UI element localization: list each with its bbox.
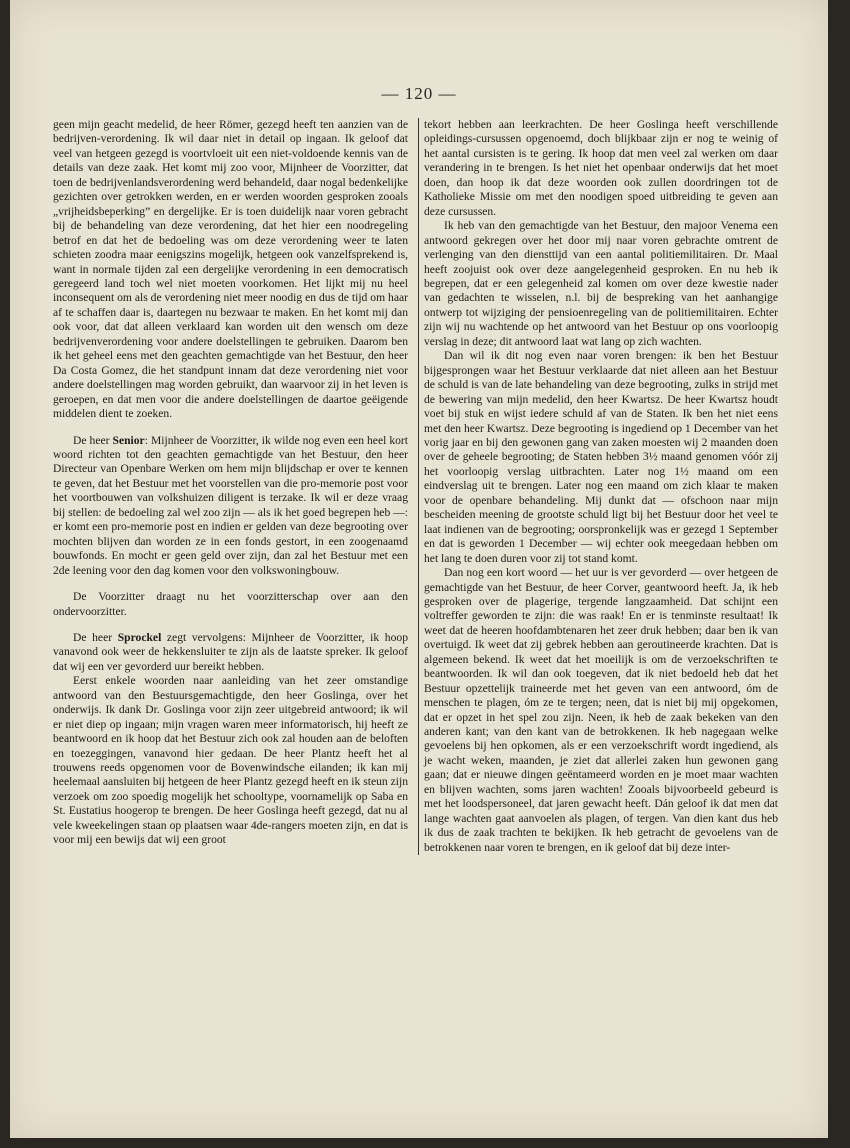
- speaker-prefix: De heer: [73, 630, 118, 644]
- left-column: [53, 118, 408, 848]
- speaker-prefix: De heer: [73, 433, 113, 447]
- paragraph: [53, 631, 408, 674]
- paragraph: Dan nog een kort woord — het uur is ver gevorderd — over hetgeen de gemachtigde van het Bestuur, de heer Corver, geantwoord heeft. Ja, ik heb gesproken over de plagerige, tergende langzaamheid. Dat schijnt een voltreffer geworden te zijn: die was raak! En er is tenminste resultaat! Ik weet dat de heeren hoofdambtenaren het zeer druk hebben; daar ben ik van overtuigd. Ik weet dat zij gebrek hebben aan geroutineerde krachten. Dat is algemeen bekend. Ik weet dat het moeilijk is om de verzoekschriften te beantwoorden. Ik wil dan ook toegeven, dat ik niet bedoeld heb dat het Bestuur opzettelijk traineerde met het geven van een antwoord, óm de menschen te plagen, óm ze te tergen; neen, dat is niet bij mij opgekomen, dat er opzet in het spel zou zijn. Neen, ik heb de zaak bekeken van den anderen kant; van den kant van de betrokkenen. Ik heb nagegaan welke gevoelens bij hen opkomen, als er een verzoekschrift wordt ingediend, als je wacht weken, maanden, je ziet dat allerlei zaken hun gewonen gang gaan; dat er nieuwe dingen geëntameerd worden en je moet maar wachten en blijven wachten, soms jaren wachten! Zooals bijvoorbeeld gebeurd is met het loodspersoneel, dat jaren gewacht heeft. Dán geloof ik dat men dat lange wachten gaat aanvoelen als plagen, of tergen. Van dien kant dus heb ik dus de zaak trachten te bekijken. Ik heb getracht de gevoelens van de betrokkenen naar voren te brengen, en ik geloof dat bij deze inter-: [424, 566, 778, 854]
- paragraph: Dan wil ik dit nog even naar voren brengen: ik ben het Bestuur bijgesprongen waar het Bestuur verklaarde dat niet alleen aan het Bestuur de schuld is van de late behandeling van deze begrooting, zulks in strijd met de bewering van mijn medelid, den heer Kwartsz. De heer Kwartsz houdt voet bij stuk en wijst iedere schuld af van de Staten. Ik ben het niet eens met den heer Kwartsz. Deze begrooting is ingediend op 1 December van het vorig jaar en bij den gewonen gang van zaken moesten wij 2 maanden doen over de geheele begrooting; de Staten hebben 3½ maand genomen vóór zij het voorloopig verslag uitbrachten. Later nog 1½ maand om een eindverslag uit te brengen. Later nog een maand om zich klaar te maken voor de openbare behandeling. Mij dunkt dat — ofschoon naar mijn bescheiden meening de grootste schuld ligt bij het Bestuur door het veel te laat indienen van de begrooting; oorspronkelijk was er gezegd 1 September en dat is geworden 1 December — wij echter ook meegedaan hebben om het lang te doen duren voor zij tot stand komt.: [424, 349, 778, 565]
- paragraph: tekort hebben aan leerkrachten. De heer Goslinga heeft verschillende opleidings-cursussen opgenoemd, doch blijkbaar zijn er nog te weinig of het aantal cursisten is te gering. Ik hoop dat men veel zal werken om daar verandering in te brengen. Is het niet het openbaar onderwijs dat het moet doen, dan hoop ik dat deze woorden ook zullen doordringen tot de Katholieke Missie om met den noodigen spoed uitbreiding te geven aan deze cursussen.: [424, 118, 778, 218]
- document-page: [10, 0, 828, 1138]
- paragraph-text: : Mijnheer de Voorzitter, ik wilde nog even een heel kort woord richten tot den geachten gemachtigde van het Bestuur, den heer Directeur van Openbare Werken om hem mijn blijdschap er over te kennen te geven, dat het Bestuur met het voorstellen van die pro-memorie post voor het voortbouwen van volkshuizen diligent is terzake. Ik wil er deze vraag bij stellen: de bedoeling zal wel zoo zijn — als ik het goed begrepen heb —: er komt een pro-memorie post en indien er gelden van deze begrooting over mochten blijven dan worden ze in een fonds gestort, in een zoogenaamd bouwfonds. En mocht er geen geld over zijn, dan zal het Bestuur met een 2de leening voor den dag komen voor den volkswoningbouw.: [53, 433, 408, 577]
- paragraph: geen mijn geacht medelid, de heer Römer, gezegd heeft ten aanzien van de bedrijven-verordening. Ik wil daar niet in detail op ingaan. Ik geloof dat veel van hetgeen gezegd is voortvloeit uit een niet-voldoende kennis van de details van deze zaak. Het komt mij zoo voor, Mijnheer de Voorzitter, dat toen de bedrijvenlandsverordening werd behandeld, daar nogal bedenkelijke gezichten over getrokken werden, en er werden woorden gesproken zooals „vrijheidsbeperking” en dergelijke. Er is toen duidelijk naar voren gebracht bij de behandeling van deze verordening, dat het hier een noodregeling betrof en dat het de bedoeling was om deze verordening weer te laten schieten zoodra maar eenigszins mogelijk, hetgeen ook vanzelfsprekend is, want in normale tijden zal een dergelijke verordening in een democratisch geregeerd land toch wel niet moeten voorkomen. Het lijkt mij nu heel inconsequent om als de verordening niet meer noodig en dus de tijd om haar af te schaffen daar is, daartegen nu bezwaar te maken. En het komt mij dan ook voor, dat dat alleen verklaard kan worden uit den wensch om deze bedrijvenverordening voor andere doelstellingen te gebruiken. Daarom ben ik het geheel eens met den geachten gemachtigde van het Bestuur, den heer Da Costa Gomez, die het standpunt innam dat deze verordening niet voor andere doelstellingen mag worden gebruikt, dan waarvoor zij in het leven is geroepen, en dat men voor die andere doelstellingen de daartoe geëigende middelen dient te zoeken.: [53, 118, 408, 421]
- paragraph: Ik heb van den gemachtigde van het Bestuur, den majoor Venema een antwoord gekregen over het door mij naar voren gebrachte omtrent de verlenging van den diensttijd van een aantal politiemilitairen. Dr. Maal heeft zoojuist ook over deze aangelegenheid gesproken. En nu heb ik begrepen, dat er een gelegenheid zal komen om over deze kwestie nader van gedachten te wisselen, n.l. bij de bespreking van het aanhangige ontwerp tot wijziging der pensioenregeling van de politiemilitairen. Echter zijn wij nu wachtende op het antwoord van het Bestuur op ons voorloopig verslag in deze; dit antwoord laat wat lang op zich wachten.: [424, 219, 778, 348]
- paragraph: De Voorzitter draagt nu het voorzitterschap over aan den ondervoorzitter.: [53, 590, 408, 618]
- speaker-name: Sprockel: [117, 630, 162, 644]
- paragraph-text: zegt vervolgens: Mijnheer de Voorzitter, ik hoop vanavond ook weer de hekkensluiter te zijn als de laatste spreker. Ik geloof dat wij een ver gevorderd uur bereikt hebben.: [53, 630, 408, 673]
- paragraph: Eerst enkele woorden naar aanleiding van het zeer omstandige antwoord van den Bestuursgemachtigde, den heer Goslinga, over het onderwijs. Ik dank Dr. Goslinga voor zijn zeer uitgebreid antwoord; ik wil er niet diep op ingaan; mijn vragen waren meer informatorisch, hij heeft ze beantwoord en ik hoop dat het Bestuur zich ook zal houden aan de beloften en toezeggingen, vanavond hier gedaan. De heer Plantz heeft het al trouwens reeds opgenomen voor de Bovenwindsche eilanden; ik kan mij heelemaal aansluiten bij hetgeen de heer Plantz gezegd heeft en ik steun zijn verzoek om zoo spoedig mogelijk het schooltype, voornamelijk op Saba en St. Eustatius hoogerop te brengen. De heer Goslinga heeft gezegd, dat nu al vele kweekelingen staan op plaatsen waar 4de-rangers moeten zijn, en dat is voor mij een bewijs dat wij een groot: [53, 674, 408, 847]
- speaker-name: Senior: [112, 433, 145, 447]
- page-number: — 120 —: [381, 84, 457, 103]
- right-column: [418, 118, 778, 855]
- paragraph: [53, 434, 408, 579]
